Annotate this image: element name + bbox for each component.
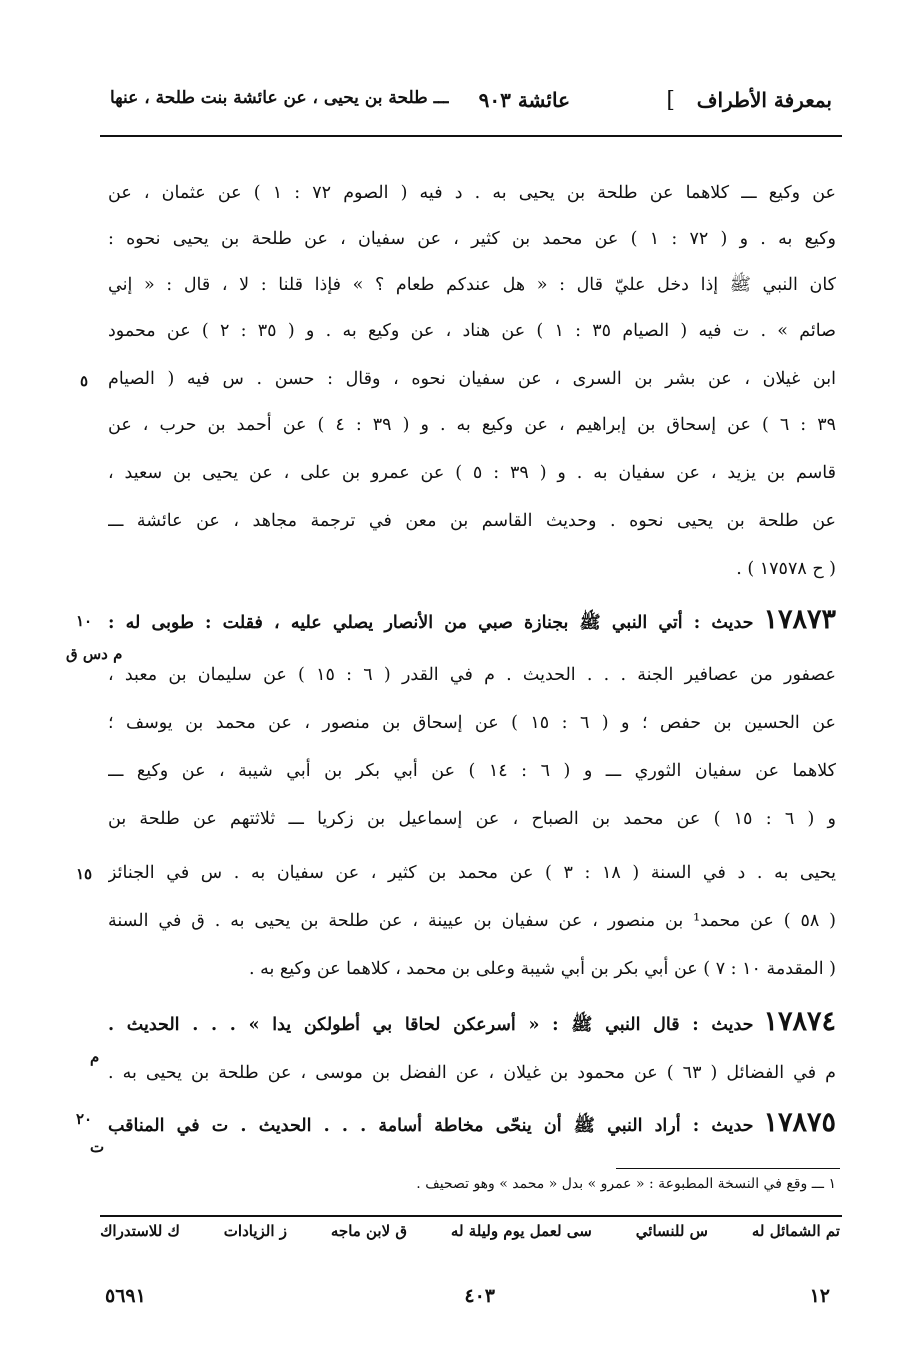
text-line: كان النبي ﷺ إذا دخل عليّ قال : « هل عندكم طعام ؟ » فإذا قلنا : لا ، قال : « إني xyxy=(108,275,836,295)
header-chain: ـــ طلحة بن يحيى ، عن عائشة بنت طلحة ، عنها xyxy=(110,88,449,108)
key-item: سى لعمل يوم وليلة له xyxy=(450,1222,592,1240)
entry-heading-text: حديث : قال النبي ﷺ : « أسرعكن لحاقا بي أطولكن يدا » . . . الحديث . xyxy=(108,1015,754,1035)
text-line: عن طلحة بن يحيى نحوه . وحديث القاسم بن معن في ترجمة مجاهد ، عن عائشة ـــ xyxy=(108,511,836,531)
entry-heading-line xyxy=(108,1005,836,1039)
margin-sources: ت xyxy=(90,1138,105,1156)
header-bracket: ] xyxy=(666,88,675,113)
entry-heading-text: حديث : أراد النبي ﷺ أن ينحّى مخاطة أسامة . . . الحديث . ت في المناقب xyxy=(108,1116,754,1136)
text-line: و ( ٦ : ١٥ ) عن محمد بن الصباح ، عن إسماعيل بن زكريا ـــ ثلاثتهم عن طلحة بن xyxy=(108,809,836,829)
key-item: س للنسائي xyxy=(635,1222,708,1240)
running-header xyxy=(100,88,840,128)
key-rule xyxy=(100,1215,842,1217)
footnote: ١ ـــ وقع في النسخة المطبوعة : « عمرو » بدل « محمد » وهو تصحيف . xyxy=(416,1176,836,1192)
footnote-rule xyxy=(616,1168,840,1169)
text-line: ٣٩ : ٦ ) عن إسحاق بن إبراهيم ، عن وكيع به . و ( ٣٩ : ٤ ) عن أحمد بن حرب ، عن xyxy=(108,415,836,435)
entry-number: ١٧٨٧٥ xyxy=(763,1107,836,1138)
text-line: عن وكيع ـــ كلاهما عن طلحة بن يحيى به . د فيه ( الصوم ٧٢ : ١ ) عن عثمان ، عن xyxy=(108,183,836,203)
margin-line-number: ١٥ xyxy=(76,865,93,883)
text-line: صائم » . ت فيه ( الصيام ٣٥ : ١ ) عن هناد ، عن وكيع به . و ( ٣٥ : ٢ ) عن محمود xyxy=(108,321,836,341)
entry-heading-line xyxy=(108,1106,836,1140)
abbreviation-key xyxy=(100,1222,840,1256)
text-line: كلاهما عن سفيان الثوري ـــ و ( ٦ : ١٤ ) عن أبي بكر بن أبي شيبة ، عن وكيع ـــ xyxy=(108,761,836,781)
header-book-title: بمعرفة الأطراف xyxy=(696,88,832,112)
margin-sources: م دس ق xyxy=(66,645,123,663)
serial-number: ٥٦٩١ xyxy=(105,1285,146,1307)
margin-line-number: ١٠ xyxy=(76,612,93,630)
text-line: عن الحسين بن حفص ؛ و ( ٦ : ١٥ ) عن إسحاق بن منصور ، عن محمد بن يوسف ؛ xyxy=(108,713,836,733)
entry-heading-line xyxy=(108,603,836,637)
text-line: م في الفضائل ( ٦٣ ) عن محمود بن غيلان ، عن الفضل بن موسى ، عن طلحة بن يحيى به . xyxy=(108,1063,836,1083)
entry-number: ١٧٨٧٣ xyxy=(763,604,836,635)
page-number: ٤٠٣ xyxy=(464,1285,495,1307)
key-item: تم الشمائل له xyxy=(751,1222,840,1240)
text-line: ( المقدمة ١٠ : ٧ ) عن أبي بكر بن أبي شيبة وعلى بن محمد ، كلاهما عن وكيع به . xyxy=(248,959,836,979)
key-item: ز الزيادات xyxy=(223,1222,287,1240)
header-section-title: عائشة ٩٠٣ xyxy=(478,88,570,112)
margin-sources: م xyxy=(90,1048,100,1066)
text-line: عصفور من عصافير الجنة . . . الحديث . م في القدر ( ٦ : ١٥ ) عن سليمان بن معبد ، xyxy=(108,665,836,685)
text-line: ( ح ١٧٥٧٨ ) . xyxy=(736,559,836,579)
key-item: ق لابن ماجه xyxy=(330,1222,408,1240)
entry-heading-text: حديث : أتي النبي ﷺ بجنازة صبي من الأنصار يصلي عليه ، فقلت : طوبى له : xyxy=(108,613,754,633)
text-line: وكيع به . و ( ٧٢ : ١ ) عن محمد بن كثير ، عن سفيان ، عن طلحة بن يحيى نحوه : xyxy=(108,229,836,249)
text-line: قاسم بن يزيد ، عن سفيان به . و ( ٣٩ : ٥ ) عن عمرو بن على ، عن يحيى بن سعيد ، xyxy=(108,463,836,483)
text-line: يحيى به . د في السنة ( ١٨ : ٣ ) عن محمد بن كثير ، عن سفيان به . س في الجنائز xyxy=(108,863,836,883)
header-rule xyxy=(100,135,842,137)
key-item: ك للاستدراك xyxy=(100,1222,180,1240)
entry-number: ١٧٨٧٤ xyxy=(763,1006,836,1037)
text-line: ابن غيلان ، عن بشر بن السرى ، عن سفيان نحوه ، وقال : حسن . س فيه ( الصيام xyxy=(108,369,836,389)
volume-number: ١٢ xyxy=(809,1285,830,1307)
margin-line-number: ٢٠ xyxy=(76,1110,93,1128)
text-line: ( ٥٨ ) عن محمد¹ بن منصور ، عن سفيان بن عيينة ، عن طلحة بن يحيى به . ق في السنة xyxy=(108,911,836,931)
margin-line-number: ٥ xyxy=(80,372,89,390)
